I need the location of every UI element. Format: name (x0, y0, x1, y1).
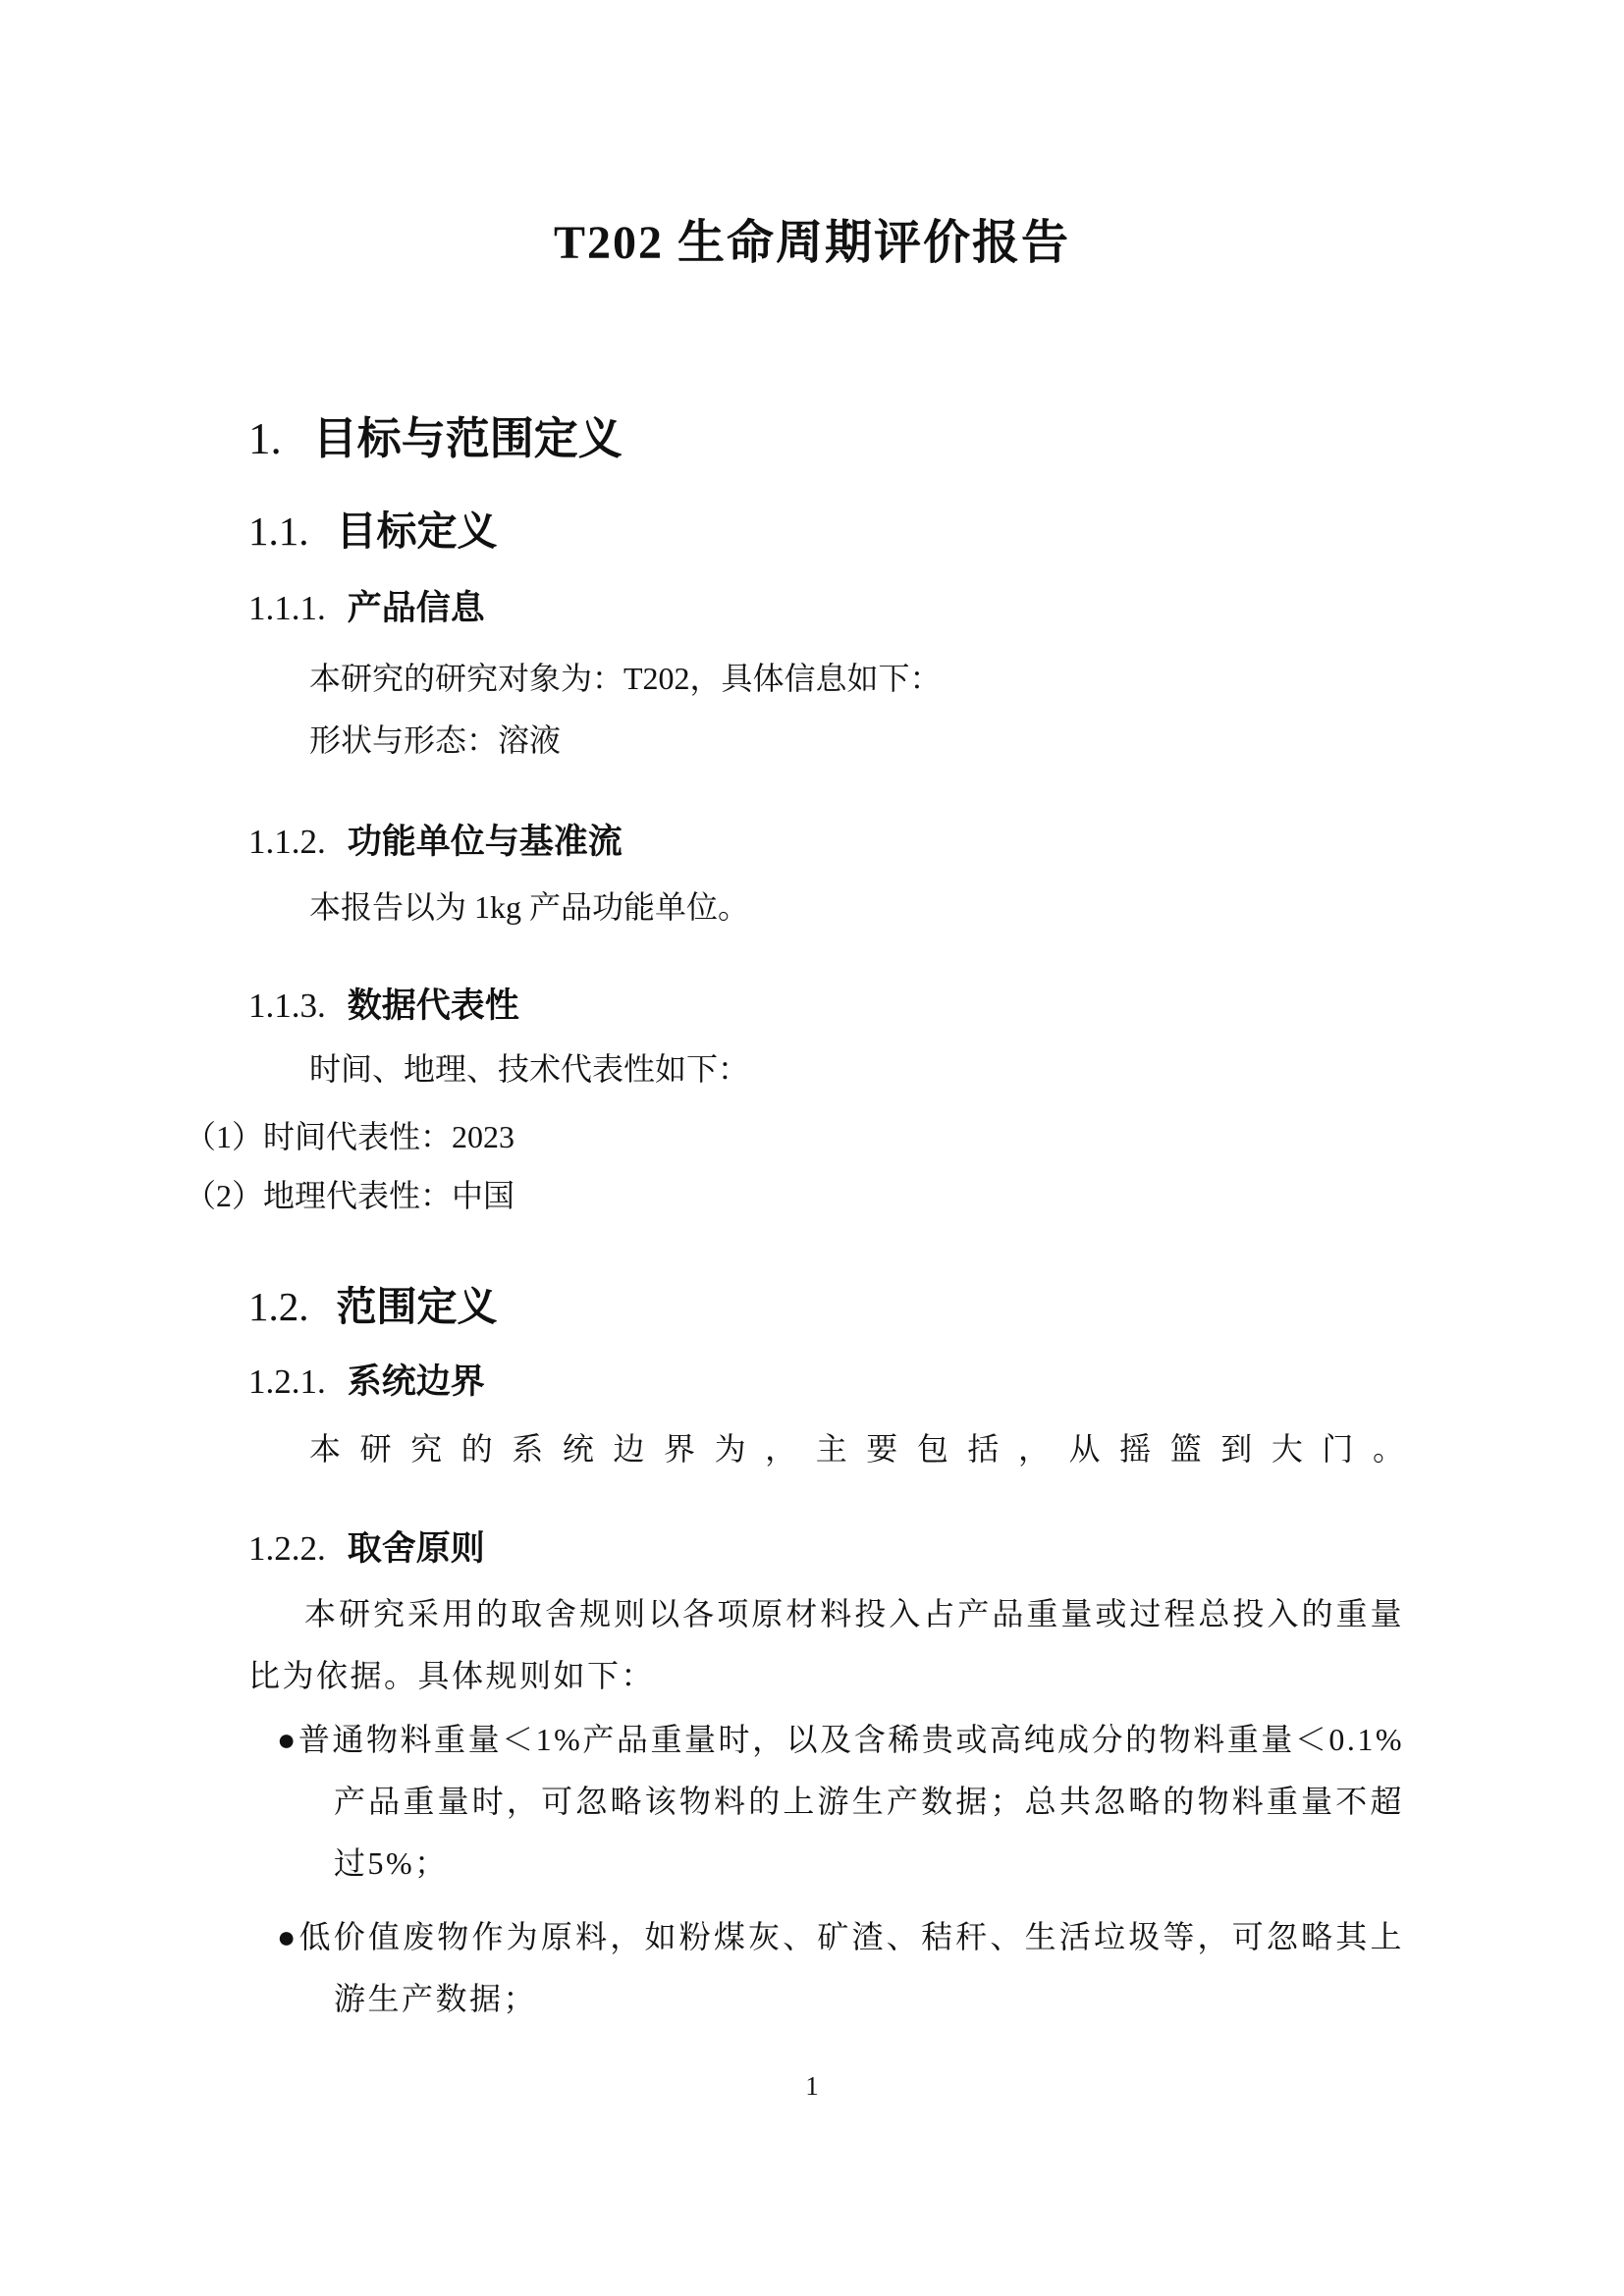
document-title: T202 生命周期评价报告 (553, 217, 1071, 269)
heading-1-text: 目标与范围定义 (312, 413, 623, 463)
heading-1-1-number: 1.1. (248, 508, 309, 554)
heading-1-1-3-number: 1.1.3. (248, 987, 326, 1025)
list-item-text: 低价值废物作为原料，如粉煤灰、矿渣、秸秆、生活垃圾等，可忽略其上游生产数据； (298, 1919, 1404, 2016)
heading-1 (248, 412, 1404, 465)
heading-1-2-text: 范围定义 (336, 1284, 498, 1329)
heading-1-2-1 (248, 1361, 1404, 1404)
heading-1-1 (248, 507, 1404, 556)
paragraph-functional-unit: 本报告以为 1kg 产品功能单位。 (309, 889, 750, 925)
list-item-text: 普通物料重量＜1%产品重量时，以及含稀贵或高纯成分的物料重量＜0.1%产品重量时，可忽略该物料的上游生产数据；总共忽略的物料重量不超过5%； (298, 1722, 1404, 1881)
heading-1-1-1-number: 1.1.1. (248, 589, 326, 627)
cutoff-rule-list (248, 1709, 1404, 2030)
heading-1-1-3-text: 数据代表性 (347, 987, 519, 1025)
heading-1-1-2-number: 1.1.2. (248, 823, 326, 861)
paragraph-form-state: 形状与形态：溶液 (309, 722, 562, 758)
heading-1-1-3 (248, 985, 1404, 1028)
heading-1-1-2-text: 功能单位与基准流 (347, 823, 623, 861)
list-item (248, 1709, 1404, 1895)
paragraph-research-object: 本研究的研究对象为：T202，具体信息如下： (309, 661, 942, 696)
paragraph-representativeness-intro: 时间、地理、技术代表性如下： (309, 1051, 750, 1087)
heading-1-2-number: 1.2. (248, 1284, 309, 1329)
heading-1-2-2 (248, 1527, 1404, 1571)
paragraph-time-representativeness: （1）时间代表性：2023 (185, 1119, 515, 1154)
heading-1-2-2-number: 1.2.2. (248, 1529, 326, 1568)
heading-1-2-1-number: 1.2.1. (248, 1362, 326, 1401)
page-number: 1 (805, 2071, 819, 2101)
heading-1-number: 1. (248, 414, 282, 463)
heading-1-2 (248, 1282, 1404, 1331)
heading-1-1-text: 目标定义 (336, 508, 498, 554)
paragraph-cutoff-intro: 本研究采用的取舍规则以各项原材料投入占产品重量或过程总投入的重量比为依据。具体规则如下： (248, 1596, 1404, 1693)
paragraph-geo-representativeness: （2）地理代表性：中国 (185, 1178, 515, 1213)
bullet-icon: ● (277, 1919, 299, 1954)
list-item (248, 1906, 1404, 2030)
heading-1-2-2-text: 取舍原则 (347, 1529, 485, 1568)
heading-1-2-1-text: 系统边界 (347, 1362, 485, 1401)
paragraph-system-boundary: 本研究的系统边界为，主要包括，从摇篮到大门。 (309, 1431, 1404, 1467)
heading-1-1-1-text: 产品信息 (347, 589, 485, 627)
bullet-icon: ● (277, 1722, 298, 1757)
heading-1-1-1 (248, 587, 1404, 630)
heading-1-1-2 (248, 821, 1404, 864)
